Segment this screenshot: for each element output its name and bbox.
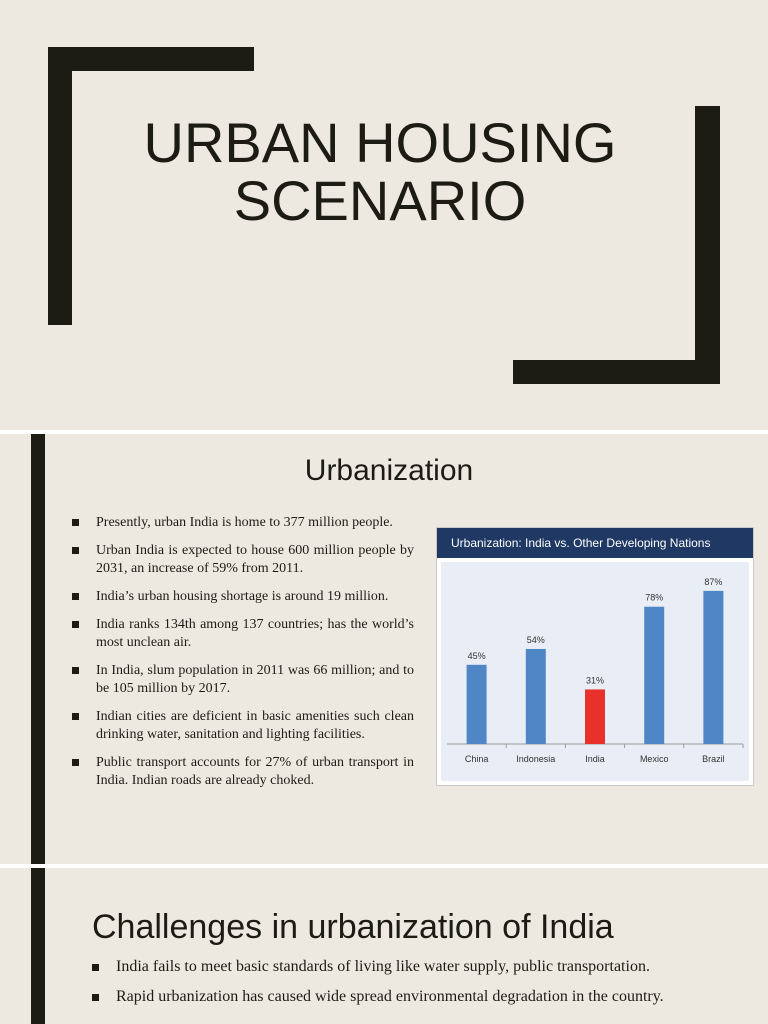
bracket-bottom-right-horizontal [513, 360, 720, 384]
list-item [72, 662, 414, 698]
title-line-1: URBAN HOUSING [143, 111, 617, 174]
slide-title: Challenges in urbanization of India [92, 908, 614, 946]
bullet-square-icon [72, 547, 79, 554]
slide-title [60, 111, 700, 232]
list-item [72, 588, 414, 606]
bullet-square-icon [72, 593, 79, 600]
data-label-china: 45% [467, 650, 486, 661]
bullet-text: In India, slum population in 2011 was 66 million; and to be 105 million by 2017. [96, 663, 414, 696]
category-label-china: China [464, 754, 489, 764]
list-item [92, 956, 752, 978]
list-item [72, 754, 414, 790]
bar-china [467, 665, 487, 744]
bracket-top-left-horizontal [48, 47, 254, 71]
list-item [72, 708, 414, 744]
bar-mexico [644, 607, 664, 744]
category-label-indonesia: Indonesia [516, 754, 556, 764]
bullet-text: India fails to meet basic standards of living like water supply, public transportation. [116, 958, 650, 975]
bullet-text: Public transport accounts for 27% of urban transport in India. Indian roads are already choked. [96, 755, 414, 788]
list-item [72, 514, 414, 532]
bar-india [585, 689, 605, 744]
category-label-brazil: Brazil [702, 754, 725, 764]
bullet-square-icon [92, 994, 99, 1001]
chart-title: Urbanization: India vs. Other Developing Nations [437, 528, 753, 558]
urbanization-slide [0, 434, 768, 864]
slide-accent-bar [31, 868, 45, 1024]
bullet-square-icon [72, 713, 79, 720]
bar-indonesia [526, 649, 546, 744]
bullet-text: Rapid urbanization has caused wide spread environmental degradation in the country. [116, 988, 664, 1005]
urbanization-chart [436, 527, 754, 786]
list-item [72, 616, 414, 652]
chart-svg [437, 528, 753, 785]
slide-title: Urbanization [304, 454, 474, 487]
bullet-square-icon [72, 519, 79, 526]
bullet-text: India ranks 134th among 137 countries; has the world’s most unclean air. [96, 617, 414, 650]
category-label-india: India [585, 754, 605, 764]
bullet-list [72, 514, 414, 800]
bullet-square-icon [72, 759, 79, 766]
slide-accent-bar [31, 434, 45, 864]
data-label-brazil: 87% [704, 576, 723, 587]
bullet-square-icon [72, 667, 79, 674]
bullet-text: Urban India is expected to house 600 million people by 2031, an increase of 59% from 2011. [96, 543, 414, 576]
bullet-list [92, 956, 752, 1016]
list-item [92, 986, 752, 1008]
title-slide [0, 0, 768, 430]
bullet-square-icon [72, 621, 79, 628]
bullet-text: India’s urban housing shortage is around 19 million. [96, 589, 389, 604]
challenges-slide [0, 868, 768, 1024]
bullet-text: Presently, urban India is home to 377 million people. [96, 515, 393, 530]
data-label-indonesia: 54% [526, 634, 545, 645]
bar-brazil [703, 591, 723, 744]
category-label-mexico: Mexico [639, 754, 669, 764]
list-item [72, 542, 414, 578]
data-label-mexico: 78% [645, 592, 664, 603]
title-line-2: SCENARIO [233, 169, 527, 232]
bullet-text: Indian cities are deficient in basic amenities such clean drinking water, sanitation and lighting facilities. [96, 709, 414, 742]
bullet-square-icon [92, 964, 99, 971]
data-label-india: 31% [585, 675, 605, 686]
